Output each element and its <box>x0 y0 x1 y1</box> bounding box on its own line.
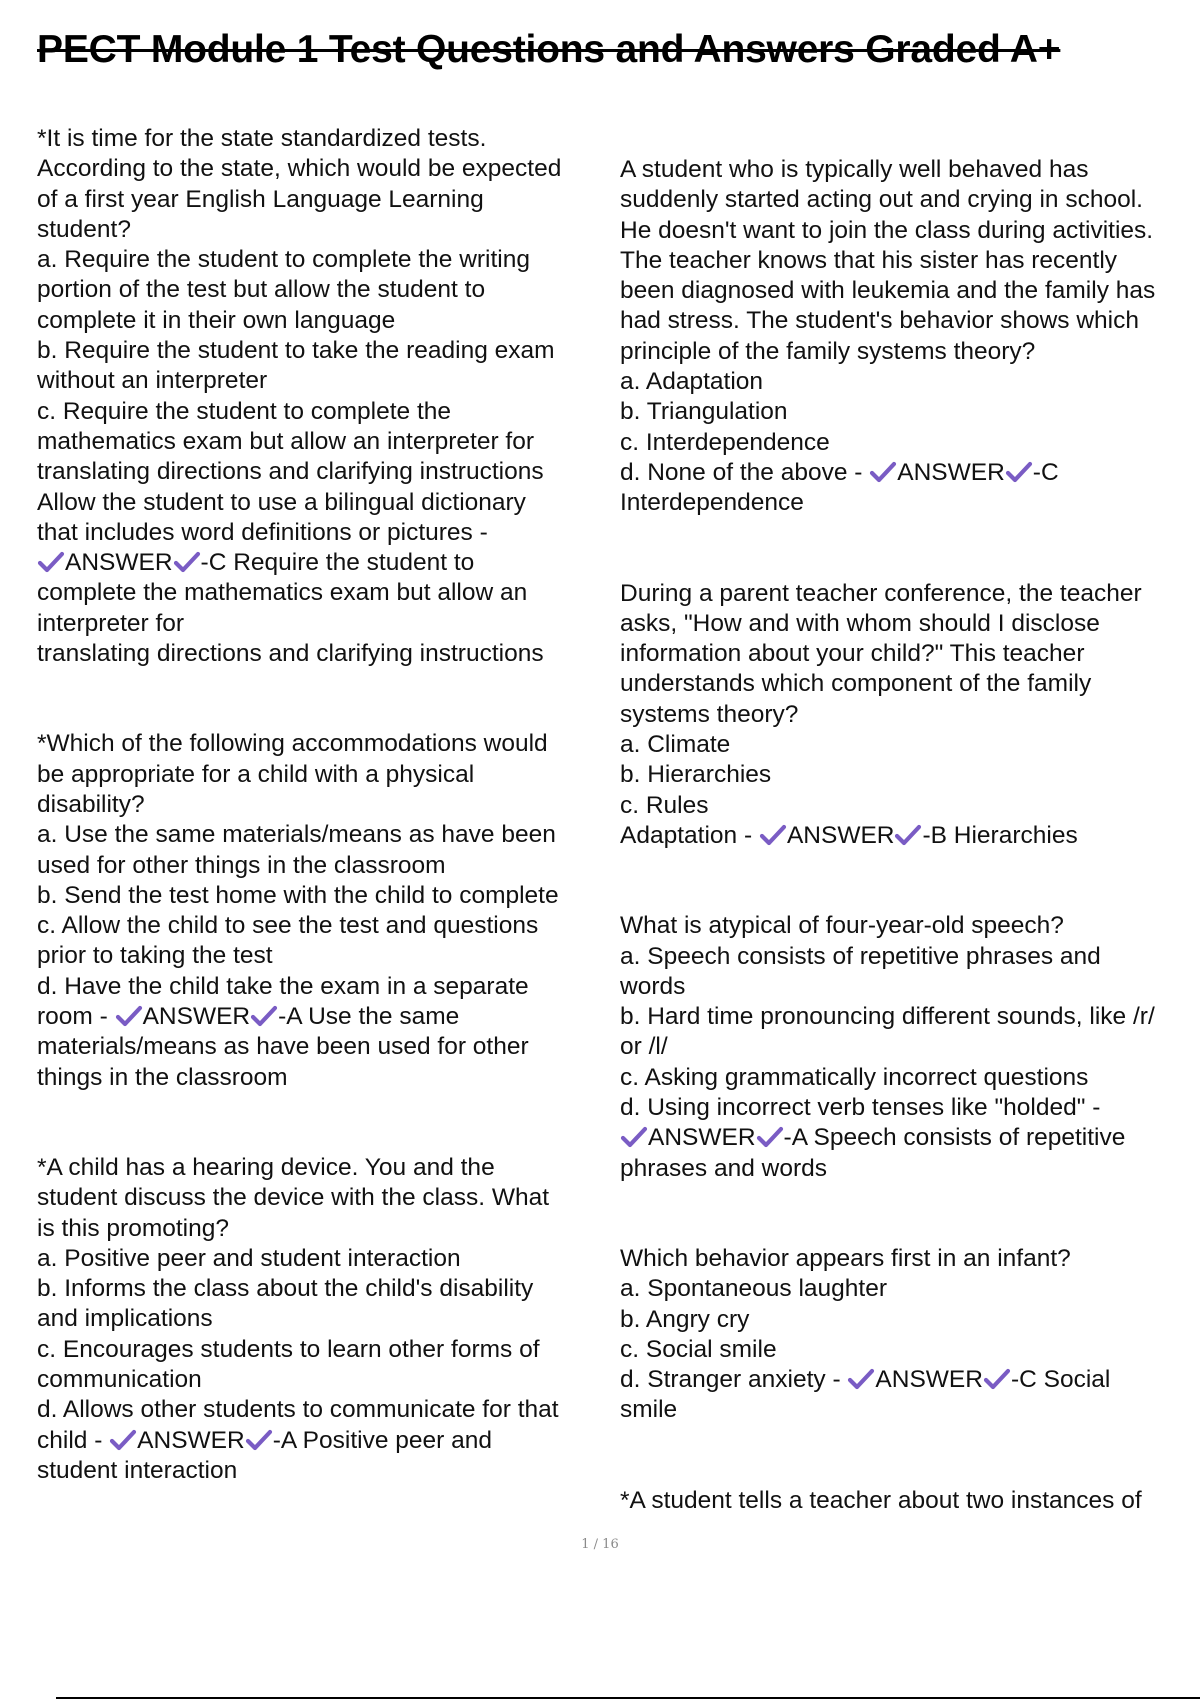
answer-label: ANSWER <box>786 821 895 849</box>
question-line: c. Encourages students to learn other forms of <box>37 1335 540 1363</box>
answer-label: ANSWER <box>65 549 173 577</box>
question-line: A student who is typically well behaved has <box>620 156 1089 183</box>
answer-text: -C Require the student to <box>200 549 475 577</box>
question-line: d. Using incorrect verb tenses like "holded" - <box>620 1094 1101 1122</box>
right-column <box>620 155 1200 1576</box>
question-line: be appropriate for a child with a physical <box>37 760 475 788</box>
question-line: is this promoting? <box>37 1214 230 1242</box>
question-line: *It is time for the state standardized tests. <box>37 125 487 152</box>
answer-continuation: Interdependence <box>620 489 804 517</box>
question-block <box>620 155 1200 519</box>
answer-continuation: materials/means as have been used for other <box>37 1033 529 1061</box>
question-line: b. Triangulation <box>620 398 788 426</box>
question-line: b. Send the test home with the child to complete <box>37 881 559 909</box>
checkmark-icon <box>115 1003 143 1029</box>
answer-text: -A Use the same <box>278 1003 460 1031</box>
question-block <box>620 1244 1200 1426</box>
question-line: c. Require the student to complete the <box>37 397 452 425</box>
question-line: complete it in their own language <box>37 306 396 334</box>
checkmark-icon <box>620 1124 648 1150</box>
question-line: asks, "How and with whom should I disclose <box>620 609 1100 637</box>
answer-line <box>620 1365 1200 1395</box>
question-line: systems theory? <box>620 700 799 728</box>
question-line: a. Climate <box>620 731 731 759</box>
footer-divider <box>56 1697 1200 1699</box>
question-line: The teacher knows that his sister has recently <box>620 246 1118 274</box>
checkmark-icon <box>756 1124 784 1150</box>
question-line: had stress. The student's behavior shows which <box>620 307 1139 335</box>
question-line: b. Hierarchies <box>620 761 772 789</box>
checkmark-icon <box>250 1003 278 1029</box>
question-line: d. Have the child take the exam in a separate <box>37 972 529 1000</box>
checkmark-icon <box>1005 459 1033 485</box>
answer-line <box>620 458 1200 488</box>
answer-continuation: complete the mathematics exam but allow an <box>37 579 528 607</box>
answer-continuation: translating directions and clarifying instructions <box>37 640 544 668</box>
answer-text: -A Speech consists of repetitive <box>783 1124 1126 1152</box>
answer-continuation: smile <box>620 1396 678 1424</box>
checkmark-icon <box>847 1366 875 1392</box>
question-line: suddenly started acting out and crying in school. <box>620 186 1143 214</box>
question-block <box>620 1486 1200 1516</box>
question-line: b. Informs the class about the child's disability <box>37 1275 534 1303</box>
question-line: information about your child?" This teacher <box>620 640 1085 668</box>
question-line: mathematics exam but allow an interpreter for <box>37 427 535 455</box>
question-line: According to the state, which would be expected <box>37 155 562 183</box>
answer-text: -B Hierarchies <box>922 821 1078 849</box>
question-line: He doesn't want to join the class during activities. <box>620 216 1154 244</box>
answer-lead-text: room - <box>37 1003 115 1031</box>
question-line: *A child has a hearing device. You and the <box>37 1153 495 1181</box>
question-line: student? <box>37 215 131 243</box>
answer-continuation: things in the classroom <box>37 1063 288 1091</box>
question-line: Allow the student to use a bilingual dictionary <box>37 488 526 516</box>
checkmark-icon <box>173 549 201 575</box>
question-line: without an interpreter <box>37 367 268 395</box>
question-line: During a parent teacher conference, the teacher <box>620 579 1142 607</box>
question-line: a. Require the student to complete the writing <box>37 246 531 274</box>
question-line: principle of the family systems theory? <box>620 337 1036 365</box>
answer-continuation: phrases and words <box>620 1154 828 1182</box>
question-line: disability? <box>37 790 145 818</box>
question-line: a. Adaptation <box>620 368 764 396</box>
question-line: What is atypical of four-year-old speech? <box>620 912 1064 940</box>
question-block <box>620 911 1200 1184</box>
answer-lead-text: child - <box>37 1426 110 1454</box>
question-line: translating directions and clarifying instructions <box>37 458 544 486</box>
question-line: used for other things in the classroom <box>37 851 446 879</box>
question-line: and implications <box>37 1305 213 1333</box>
question-line: Which behavior appears first in an infant? <box>620 1244 1071 1272</box>
answer-lead-text: Adaptation - <box>620 821 759 849</box>
question-line: words <box>620 972 686 1000</box>
question-block <box>37 729 612 1093</box>
question-line: portion of the test but allow the student to <box>37 276 486 304</box>
checkmark-icon <box>759 822 787 848</box>
answer-label: ANSWER <box>875 1366 983 1394</box>
answer-line <box>620 1123 1200 1153</box>
answer-label: ANSWER <box>897 458 1005 486</box>
question-line: understands which component of the family <box>620 670 1092 698</box>
question-line: been diagnosed with leukemia and the family has <box>620 277 1156 305</box>
question-line: c. Allow the child to see the test and questions <box>37 912 539 940</box>
question-line: prior to taking the test <box>37 942 273 970</box>
question-line: c. Rules <box>620 791 709 819</box>
answer-line <box>620 821 1200 851</box>
question-line: b. Hard time pronouncing different sounds, like /r/ <box>620 1003 1155 1031</box>
answer-text: -C <box>1032 458 1059 486</box>
checkmark-icon <box>869 459 897 485</box>
question-line: student discuss the device with the class. What <box>37 1184 550 1212</box>
question-line: that includes word definitions or pictures - <box>37 518 488 546</box>
question-line: a. Positive peer and student interaction <box>37 1244 461 1272</box>
answer-lead-text: d. Stranger anxiety - <box>620 1366 848 1394</box>
question-line: *A student tells a teacher about two instances of <box>620 1486 1142 1514</box>
question-line: a. Spontaneous laughter <box>620 1275 887 1303</box>
question-line: *Which of the following accommodations would <box>37 730 548 758</box>
answer-line <box>37 1002 612 1032</box>
answer-text: -A Positive peer and <box>272 1426 492 1454</box>
answer-label: ANSWER <box>648 1124 756 1152</box>
question-block <box>37 124 612 669</box>
question-line: a. Speech consists of repetitive phrases and <box>620 942 1101 970</box>
answer-label: ANSWER <box>137 1426 245 1454</box>
left-column <box>37 124 612 1546</box>
question-line: of a first year English Language Learning <box>37 185 484 213</box>
question-block <box>37 1153 612 1486</box>
question-line: c. Social smile <box>620 1335 777 1363</box>
question-line: c. Asking grammatically incorrect questions <box>620 1063 1089 1091</box>
page-number: 1 / 16 <box>581 1537 619 1552</box>
page-title: PECT Module 1 Test Questions and Answers Graded A+ <box>37 28 1061 71</box>
answer-line <box>37 548 612 578</box>
question-line: c. Interdependence <box>620 428 830 456</box>
answer-label: ANSWER <box>142 1003 251 1031</box>
question-line: d. Allows other students to communicate for that <box>37 1396 559 1424</box>
answer-continuation: interpreter for <box>37 609 185 637</box>
checkmark-icon <box>245 1427 273 1453</box>
answer-line <box>37 1426 612 1456</box>
checkmark-icon <box>109 1427 137 1453</box>
answer-continuation: student interaction <box>37 1456 238 1484</box>
question-line: communication <box>37 1365 202 1393</box>
checkmark-icon <box>37 549 65 575</box>
answer-lead-text: d. None of the above - <box>620 458 870 486</box>
checkmark-icon <box>983 1366 1011 1392</box>
checkmark-icon <box>894 822 922 848</box>
question-block <box>620 579 1200 852</box>
question-line: a. Use the same materials/means as have been <box>37 821 556 849</box>
answer-text: -C Social <box>1010 1366 1111 1394</box>
question-line: or /l/ <box>620 1033 668 1061</box>
question-line: b. Angry cry <box>620 1305 750 1333</box>
question-line: b. Require the student to take the reading exam <box>37 337 555 365</box>
